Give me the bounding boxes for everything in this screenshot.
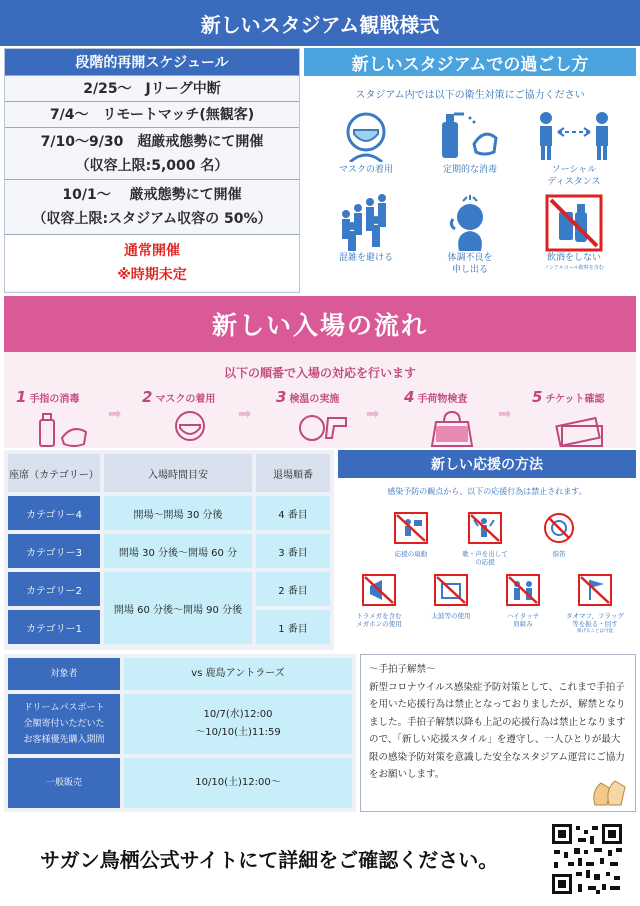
page-title: 新しいスタジアム観戦様式: [0, 0, 640, 46]
manner-item: [524, 106, 624, 188]
step-number: 4: [404, 388, 415, 406]
schedule-row-line: 10/1～ 厳戒態勢にて開催: [62, 187, 242, 203]
category-cell: カテゴリー3: [8, 534, 100, 568]
step-arrow: ➡: [366, 404, 380, 423]
entry-steps: [4, 352, 636, 448]
exit-order-cell: 4 番目: [256, 496, 330, 530]
prohibited-label: 応援の扇動: [394, 550, 428, 558]
clapping-hands-icon: [589, 777, 629, 807]
sales-label: 対象者: [8, 658, 120, 690]
prohibited-item: [448, 512, 522, 566]
unwell-icon: [420, 194, 520, 252]
manners-header: 新しいスタジアムでの過ごし方: [304, 48, 636, 76]
sales-label: 一般販売: [8, 758, 120, 808]
schedule-row: [5, 75, 299, 101]
footer: [4, 816, 636, 902]
ticket-sales-table: [4, 654, 356, 812]
entry-step: [532, 388, 640, 452]
table-header: 入場時間目安: [104, 454, 252, 492]
step-arrow: ➡: [238, 404, 252, 423]
table-header: 退場順番: [256, 454, 330, 492]
entry-time-cell: 開場～開場 30 分後: [104, 496, 252, 530]
entry-subtitle: 以下の順番で入場の対応を行います: [223, 366, 416, 380]
exit-order-cell: 1 番目: [256, 610, 330, 644]
manner-label: 定期的な消毒: [442, 165, 497, 175]
schedule-row-line: （収容上限:スタジアム収容の 50%）: [32, 211, 272, 227]
schedule-row: [5, 127, 299, 179]
prohibited-label: 歌・声を出して の応援: [462, 550, 508, 566]
support-subtitle: 感染予防の観点から、以下の応援行為は禁止されます。: [387, 487, 587, 496]
step-label: 手荷物検査: [417, 394, 468, 405]
footer-text: サガン鳥栖公式サイトにて詳細をご確認ください。: [40, 848, 499, 872]
exit-order-cell: 3 番目: [256, 534, 330, 568]
no-alcohol-icon: [524, 194, 624, 252]
manner-label: 混雑を避ける: [338, 253, 393, 263]
mask-icon: [160, 408, 220, 448]
step-number: 5: [532, 388, 543, 406]
step-number: 3: [276, 388, 287, 406]
bag-icon: [422, 408, 482, 448]
schedule-row: [5, 234, 299, 290]
step-number: 2: [142, 388, 153, 406]
category-cell: カテゴリー4: [8, 496, 100, 530]
no-drum-icon: [434, 574, 468, 606]
support-rules-panel: [338, 450, 636, 650]
prohibited-item: [522, 512, 596, 558]
prohibited-label: 太鼓等の使用: [431, 612, 471, 620]
step-arrow: ➡: [108, 404, 122, 423]
prohibited-label: ハイタッチ 肩組み: [506, 612, 540, 628]
entry-time-cell: 開場 60 分後～開場 90 分後: [104, 572, 252, 644]
sales-label: ドリームパスポート 全額寄付いただいた お客様優先購入期間: [8, 694, 120, 754]
schedule-row: [5, 179, 299, 234]
prohibited-note: 掲げることは可能: [577, 629, 613, 634]
sanitizer-icon: [420, 106, 520, 164]
no-singing-icon: [468, 512, 502, 544]
clapping-notice: [360, 654, 636, 812]
schedule-row-line: 7/10～9/30 超厳戒態勢にて開催: [40, 133, 264, 150]
thermometer-icon: [294, 408, 354, 448]
manner-item: [420, 106, 520, 176]
manner-item: [316, 194, 416, 264]
sales-value: 10/7(水)12:00 ～10/10(土)11:59: [124, 694, 352, 754]
prohibited-label: トラメガを含む メガホンの使用: [356, 612, 402, 628]
prohibited-item: [414, 574, 488, 620]
exit-order-cell: 2 番目: [256, 572, 330, 606]
prohibited-label: 指笛: [552, 550, 566, 558]
no-whistle-icon: [542, 512, 576, 544]
qr-code-icon: [550, 822, 624, 896]
step-label: マスクの着用: [155, 394, 216, 405]
manner-note: ノンアルコール飲料を含む: [544, 265, 604, 271]
no-megaphone-icon: [362, 574, 396, 606]
notice-body: 新型コロナウイルス感染症予防対策として、これまで手拍子を用いた応援行為は禁止となっておりましたが、解禁となりました。手拍子解禁以降も上記の応援行為は禁止となりますので、「新しい応援スタイル」を遵守し、一人ひとりが最大限の感染予防対策を意識した安全なスタジアム運営にご協力をお願いします。: [369, 681, 626, 780]
schedule-row-line: 2/25～ Jリーグ中断: [83, 80, 221, 97]
schedule-header: 段階的再開スケジュール: [5, 49, 299, 75]
prohibited-item: [374, 512, 448, 558]
stadium-manners-panel: [304, 48, 636, 293]
prohibited-item: [342, 574, 416, 628]
schedule-row: [5, 101, 299, 127]
manner-item: [524, 194, 624, 271]
crowd-icon: [316, 194, 416, 252]
manner-label: マスクの着用: [338, 165, 393, 175]
step-label: 手指の消毒: [29, 394, 80, 405]
category-cell: カテゴリー2: [8, 572, 100, 606]
schedule-row-line: 通常開催: [124, 242, 180, 259]
step-arrow: ➡: [498, 404, 512, 423]
schedule-row-line: （収容上限:5,000 名）: [75, 157, 229, 174]
ticket-icon: [550, 408, 610, 448]
category-cell: カテゴリー1: [8, 610, 100, 644]
social-distance-icon: [524, 106, 624, 164]
step-label: チケット確認: [545, 394, 605, 405]
manner-label: 飲酒をしない: [546, 253, 601, 263]
schedule-panel: [4, 48, 300, 293]
table-header: 座席（カテゴリー）: [8, 454, 100, 492]
prohibited-item: [558, 574, 632, 634]
prohibited-item: [486, 574, 560, 628]
entry-time-table: [4, 450, 334, 650]
sales-value: 10/10(土)12:00～: [124, 758, 352, 808]
step-number: 1: [16, 388, 27, 406]
manner-item: [420, 194, 520, 276]
manner-label: ソーシャル ディスタンス: [547, 165, 601, 187]
manner-item: [316, 106, 416, 176]
notice-title: ～手拍子解禁～: [369, 664, 436, 675]
sales-value: vs 鹿島アントラーズ: [124, 658, 352, 690]
no-cheer-lead-icon: [394, 512, 428, 544]
schedule-row-line: ※時期未定: [117, 266, 187, 283]
schedule-row-line: 7/4～ リモートマッチ(無観客): [49, 106, 255, 123]
no-high-five-icon: [506, 574, 540, 606]
hand-sanitize-icon: [34, 408, 94, 448]
support-header: 新しい応援の方法: [338, 450, 636, 478]
step-label: 検温の実施: [289, 394, 340, 405]
entry-banner: 新しい入場の流れ: [4, 296, 636, 352]
no-flag-wave-icon: [578, 574, 612, 606]
manner-label: 体調不良を 申し出る: [447, 253, 493, 275]
manners-subtitle: スタジアム内では以下の衛生対策にご協力ください: [355, 90, 585, 101]
prohibited-label: タオマフ、フラッグ 等を振る・回す: [566, 612, 624, 628]
mask-icon: [316, 106, 416, 164]
entry-time-cell: 開場 30 分後～開場 60 分: [104, 534, 252, 568]
